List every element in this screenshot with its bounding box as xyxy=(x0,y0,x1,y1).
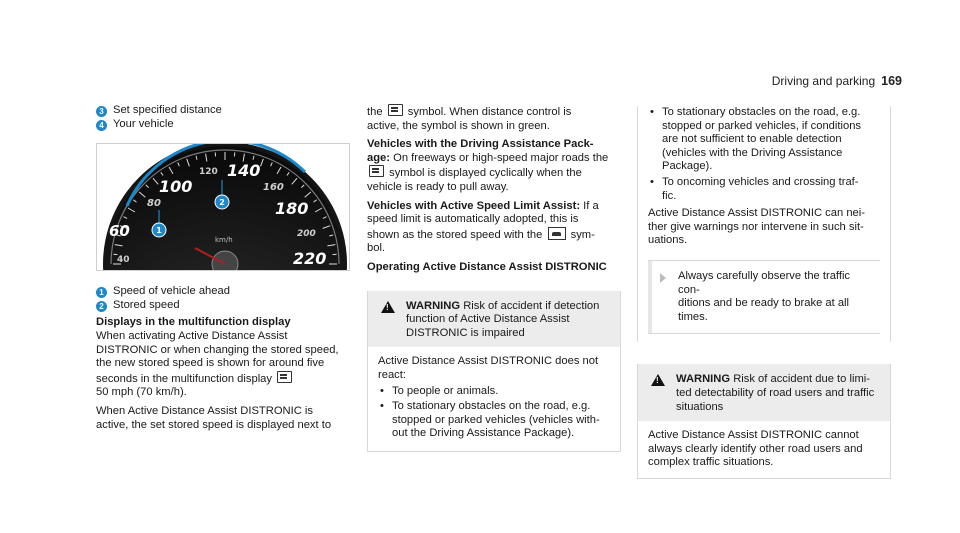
warning-label: WARNING xyxy=(406,299,461,312)
warning-header xyxy=(368,291,620,348)
text-line: Active Distance Assist DISTRONIC does not xyxy=(378,355,599,368)
page-number: 169 xyxy=(881,74,902,88)
text-span: symbol is displayed cyclically when the xyxy=(389,167,582,180)
text-line: are not sufficient to enable detection xyxy=(662,133,842,146)
distronic-icon xyxy=(277,371,292,383)
tick-label: 60 xyxy=(109,222,130,241)
text-line: ted detectability of road users and traffic xyxy=(676,386,875,399)
tick-label: 220 xyxy=(293,249,327,269)
text-line: When Active Distance Assist DISTRONIC is xyxy=(96,404,313,417)
tip-box xyxy=(648,260,880,334)
text-line xyxy=(367,165,621,181)
legend-text: Speed of vehicle ahead xyxy=(113,285,230,298)
text-span: age: xyxy=(367,151,391,164)
text-line: vehicle is ready to pull away. xyxy=(367,180,509,193)
speed-limit-car-icon xyxy=(548,227,566,240)
text-span: symbol. When distance control is xyxy=(407,106,572,118)
tick-label: 160 xyxy=(263,182,284,194)
text-line: situations xyxy=(676,400,724,413)
text-span: shown as the stored speed with the xyxy=(367,228,543,241)
text-line: stopped or parked vehicles (vehicles with- xyxy=(392,413,600,426)
text-line: Active Distance Assist DISTRONIC cannot xyxy=(648,429,859,442)
text-line: speed limit is automatically adopted, this is xyxy=(367,213,579,226)
tick-label: 100 xyxy=(159,177,193,197)
text-span: Risk of accident due to limi- xyxy=(733,373,870,386)
arrow-right-icon xyxy=(660,273,666,283)
text-line xyxy=(367,227,621,243)
warning-icon xyxy=(651,374,665,386)
text-line: Always carefully observe the traffic con- xyxy=(678,269,851,296)
tick-label: 80 xyxy=(147,198,161,210)
text-line: times. xyxy=(678,310,708,323)
warning-icon xyxy=(381,301,395,313)
tick-label: 180 xyxy=(275,199,309,219)
text-line xyxy=(406,300,610,314)
text-line: Vehicles with the Driving Assistance Pack- xyxy=(367,138,594,151)
text-line: 50 mph (70 km/h). xyxy=(96,386,187,399)
list-item xyxy=(378,400,610,441)
text-span: sym- xyxy=(570,228,595,241)
legend-text: Stored speed xyxy=(113,298,180,311)
warning-body xyxy=(368,347,620,451)
text-line: function of Active Distance Assist xyxy=(406,313,570,326)
tip-bar xyxy=(648,261,652,333)
warning-continuation xyxy=(637,106,891,342)
paragraph xyxy=(367,138,621,194)
text-line: (vehicles with the Driving Assistance xyxy=(662,146,843,159)
legend-text: Set specified distance xyxy=(113,104,222,116)
list-item xyxy=(648,176,880,203)
distronic-icon xyxy=(369,165,384,177)
paragraph xyxy=(648,207,880,248)
tick-label: 140 xyxy=(227,161,261,181)
tick-label: 120 xyxy=(199,167,218,178)
text-line xyxy=(367,200,621,214)
text-line xyxy=(367,152,621,166)
column-3 xyxy=(637,104,891,479)
text-span: On freeways or high-speed major roads the xyxy=(393,151,609,164)
section-title: Driving and parking xyxy=(771,74,876,88)
paragraph xyxy=(367,200,621,256)
text-line: uations. xyxy=(648,234,688,247)
tick-label: 40 xyxy=(117,255,130,266)
marker-3: 3 xyxy=(96,106,107,117)
text-line: always clearly identify other road users and xyxy=(648,442,863,455)
text-line: complex traffic situations. xyxy=(648,456,774,469)
text-line: Package). xyxy=(662,160,713,173)
text-line: When activating Active Distance Assist xyxy=(96,329,288,342)
warning-box xyxy=(367,291,621,452)
text-line: react: xyxy=(378,368,406,381)
text-line xyxy=(367,104,621,120)
text-line xyxy=(676,373,880,387)
text-line: DISTRONIC or when changing the stored speed, xyxy=(96,343,339,356)
warning-header xyxy=(638,364,890,421)
marker-2-label: 2 xyxy=(219,198,225,208)
text-line: • To oncoming vehicles and crossing traf- xyxy=(662,175,859,188)
warning-box xyxy=(637,364,891,479)
marker-1: 1 xyxy=(96,287,107,298)
text-span: If a xyxy=(583,199,599,212)
text-line: ditions and be ready to brake at all xyxy=(678,297,850,310)
section-heading: Operating Active Distance Assist DISTRONIC xyxy=(367,260,607,273)
legend-item-4 xyxy=(96,118,350,132)
text-span: seconds in the multifunction display xyxy=(96,372,272,385)
text-line: fic. xyxy=(662,189,677,202)
column-1 xyxy=(96,104,350,437)
paragraph xyxy=(96,405,350,432)
column-2 xyxy=(367,104,621,452)
list-item xyxy=(378,385,610,399)
legend-item-3 xyxy=(96,104,350,118)
paragraph xyxy=(96,330,350,400)
text-line: DISTRONIC is impaired xyxy=(406,326,525,339)
text-line: • To people or animals. xyxy=(392,384,499,397)
paragraph xyxy=(367,104,621,133)
text-line: out the Driving Assistance Package). xyxy=(392,427,575,440)
legend-item-2 xyxy=(96,299,350,313)
speedometer-image xyxy=(96,143,350,271)
speed-unit: km/h xyxy=(215,236,233,245)
warning-label: WARNING xyxy=(676,373,731,386)
distronic-icon xyxy=(388,104,403,116)
tick-label: 200 xyxy=(297,229,316,240)
page-header xyxy=(772,75,902,89)
legend-text: Your vehicle xyxy=(113,117,174,130)
text-line xyxy=(96,371,350,387)
text-line: bol. xyxy=(367,242,386,255)
text-line: Active Distance Assist DISTRONIC can nei- xyxy=(648,207,865,220)
marker-4: 4 xyxy=(96,120,107,131)
speedometer-graphic xyxy=(97,144,349,270)
text-line: active, the symbol is shown in green. xyxy=(367,119,550,132)
legend-item-1 xyxy=(96,285,350,299)
text-line: • To stationary obstacles on the road, e.g. xyxy=(392,400,591,413)
text-line: stopped or parked vehicles, if conditions xyxy=(662,119,862,132)
marker-2: 2 xyxy=(96,301,107,312)
warning-body xyxy=(638,421,890,478)
text-span: Risk of accident if detection xyxy=(463,299,600,312)
text-line: • To stationary obstacles on the road, e.g. xyxy=(662,106,861,118)
list-item xyxy=(648,106,880,174)
marker-1-label: 1 xyxy=(156,226,162,236)
text-line: the new stored speed is shown for around five xyxy=(96,357,325,370)
text-span: Vehicles with Active Speed Limit Assist: xyxy=(367,199,581,212)
text-line: active, the set stored speed is displayed next to xyxy=(96,418,332,431)
section-heading: Displays in the multifunction display xyxy=(96,316,291,329)
text-span: the xyxy=(367,106,383,118)
text-line: ther give warnings nor intervene in such sit- xyxy=(648,220,864,233)
